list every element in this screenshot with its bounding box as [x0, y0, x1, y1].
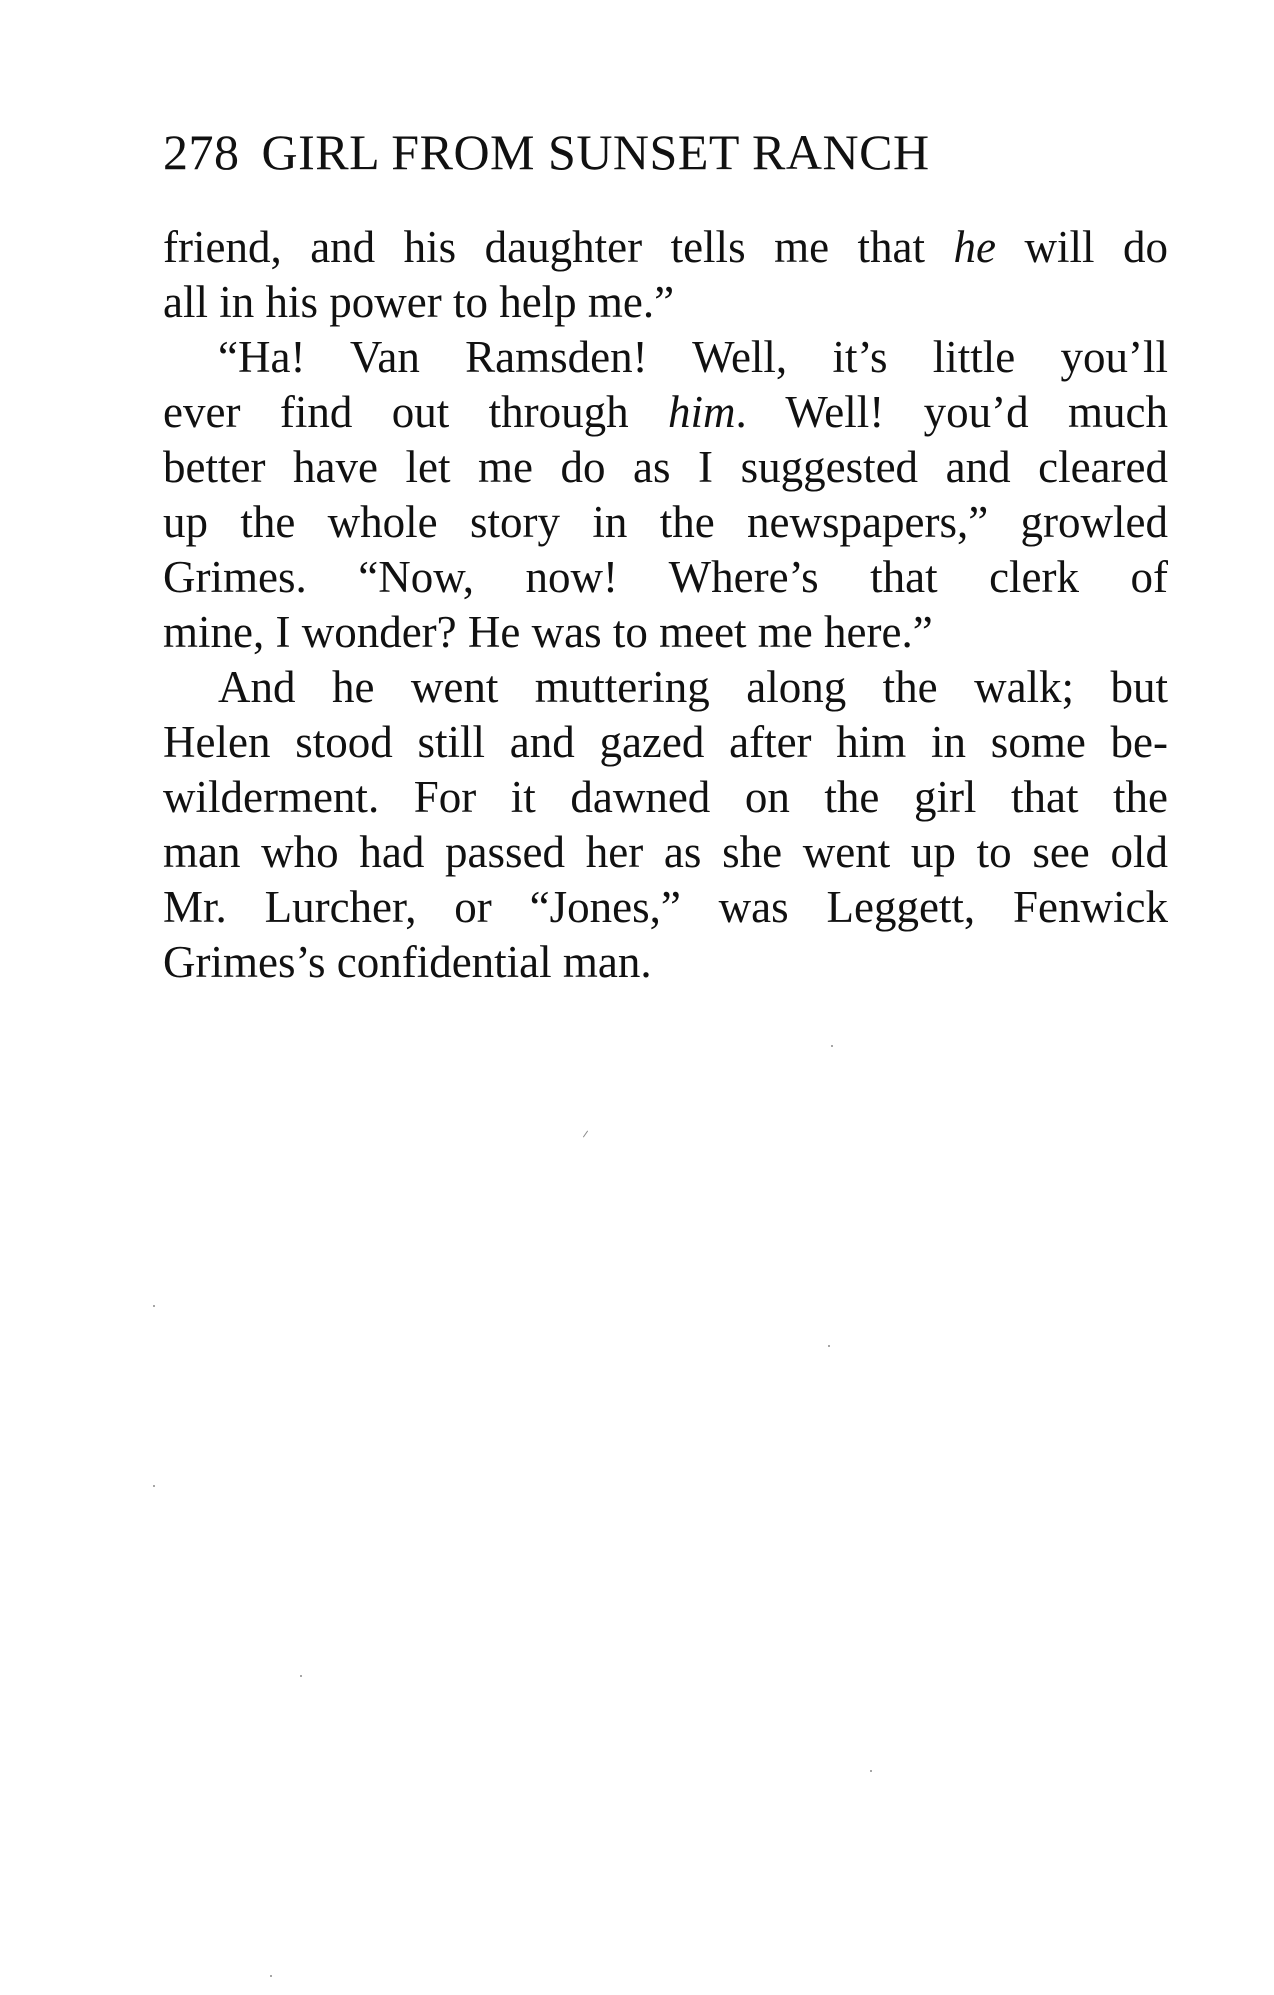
text-line: better have let me do as I suggested and cleared: [163, 442, 1168, 492]
text-line: Grimes’s confidential man.: [163, 937, 652, 987]
text-line: ever find out through him. Well! you’d much: [163, 387, 1168, 437]
speck: [270, 1975, 272, 1977]
speck: [583, 1130, 588, 1137]
running-head: [163, 122, 1163, 182]
text-line: And he went muttering along the walk; but: [218, 662, 1168, 712]
text-line: mine, I wonder? He was to meet me here.”: [163, 607, 933, 657]
text-line: up the whole story in the newspapers,” growled: [163, 497, 1168, 547]
text-line: Grimes. “Now, now! Where’s that clerk of: [163, 552, 1168, 602]
speck: [831, 1045, 833, 1047]
speck: [828, 1345, 830, 1347]
text-line: friend, and his daughter tells me that he will do: [163, 222, 1168, 272]
speck: [870, 1770, 872, 1772]
running-title: GIRL FROM SUNSET RANCH: [261, 124, 930, 180]
body-text: [163, 220, 1168, 990]
text-line: Helen stood still and gazed after him in some be-: [163, 717, 1168, 767]
page-number: 278: [163, 124, 240, 180]
speck: [153, 1305, 155, 1307]
text-line: Mr. Lurcher, or “Jones,” was Leggett, Fenwick: [163, 882, 1168, 932]
text-line: wilderment. For it dawned on the girl that the: [163, 772, 1168, 822]
text-line: all in his power to help me.”: [163, 277, 675, 327]
text-line: man who had passed her as she went up to see old: [163, 827, 1168, 877]
text-line: “Ha! Van Ramsden! Well, it’s little you’ll: [218, 332, 1168, 382]
speck: [153, 1485, 155, 1487]
speck: [300, 1675, 302, 1677]
